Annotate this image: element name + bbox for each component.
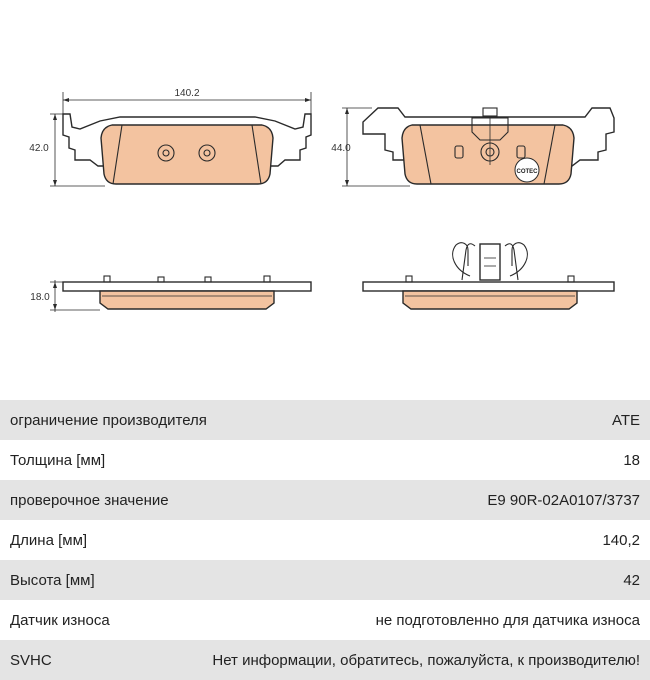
spec-table: [0, 400, 650, 680]
spec-row-length: [0, 520, 650, 560]
spec-label: Высота [мм]: [10, 571, 95, 589]
spec-row-test-mark: [0, 480, 650, 520]
spec-row-height: [0, 560, 650, 600]
front-friction-pad: [101, 125, 273, 184]
back-friction-pad: [402, 125, 574, 184]
spec-row-thickness: [0, 440, 650, 480]
spec-row-manufacturer-restriction: [0, 400, 650, 440]
front-view: [29, 88, 311, 186]
cotec-badge: COTEC: [516, 169, 538, 175]
height-dimension-back: 44.0: [331, 143, 351, 154]
spec-row-wear-sensor: [0, 600, 650, 640]
back-side-profile: [363, 243, 614, 309]
spec-label: ограничение производителя: [10, 411, 207, 429]
back-view: [331, 108, 614, 186]
length-dimension: 140.2: [174, 88, 200, 99]
front-side-profile: [30, 276, 311, 312]
height-dimension-front: 42.0: [29, 143, 49, 154]
thickness-dimension: 18.0: [30, 292, 50, 303]
spec-value: 18: [623, 451, 640, 469]
spec-value: 42: [623, 571, 640, 589]
spec-row-svhc: [0, 640, 650, 680]
spec-label: SVHC: [10, 651, 52, 669]
spec-value: Нет информации, обратитесь, пожалуйста, к производителю!: [212, 651, 640, 669]
spec-value: E9 90R-02A0107/3737: [487, 491, 640, 509]
spec-value: 140,2: [602, 531, 640, 549]
spec-label: Толщина [мм]: [10, 451, 106, 469]
spec-label: Датчик износа: [10, 611, 110, 629]
spec-label: проверочное значение: [10, 491, 169, 509]
spec-label: Длина [мм]: [10, 531, 88, 549]
spec-value: ATE: [611, 411, 640, 429]
spec-value: не подготовленно для датчика износа: [375, 611, 640, 629]
